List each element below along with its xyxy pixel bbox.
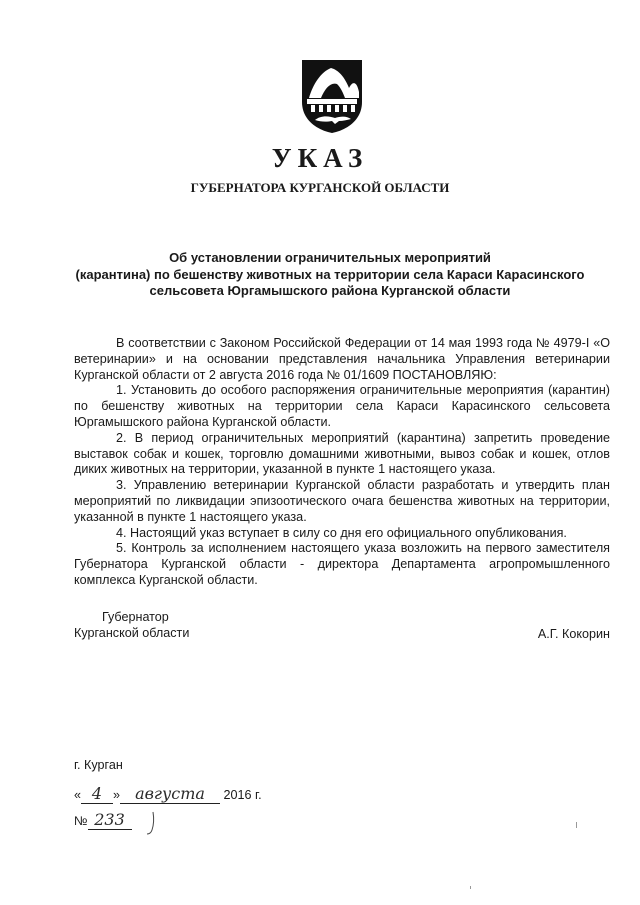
date-day-field [81,786,113,804]
pen-stroke-icon [144,810,158,836]
date-month-field [120,786,220,804]
handwritten-number: 233 [94,810,125,829]
quote-open: « [74,788,82,802]
date-year: 2016 г. [223,788,262,802]
signatory-position [74,609,189,641]
subject-line: Об установлении ограничительных мероприятий [169,250,491,265]
subject-line: (карантина) по бешенству животных на территории села Караси Карасинского [75,266,585,282]
issue-date [74,786,262,808]
handwritten-day: 4 [91,784,103,803]
clause-paragraph: 2. В период ограничительных мероприятий (карантина) запретить проведение выставок собак и кошек, торговлю домашними животными, вывоз собак и кошек, отлов диких животных на территории, указанной в пункте 1 настоящего указа. [74,430,610,477]
position-line: Курганской области [74,626,190,640]
decree-title: УКАЗ [271,143,369,173]
clause-paragraph: 4. Настоящий указ вступает в силу со дня его официального опубликования. [116,525,567,540]
scan-speck [576,822,577,828]
issue-place: г. Курган [74,758,123,772]
clause-paragraph: 3. Управлению ветеринарии Курганской области разработать и утвердить план мероприятий по ликвидации эпизоотического очага бешенства животных на территории, указанной в пункте 1 настоящего указа. [74,478,610,524]
decree-number-field [88,812,132,830]
coat-of-arms-icon [299,58,365,134]
number-sign: № [74,814,88,828]
preamble-paragraph: В соответствии с Законом Российской Федерации от 14 мая 1993 года № 4979-I «О ветеринарии» и на основании представления начальника Управления ветеринарии Курганской области от 2 августа 2016 года № 01/1609 ПОСТАНОВЛЯЮ: [74,336,610,382]
clause-paragraph: 1. Установить до особого распоряжения ограничительные мероприятия (карантин) по бешенству животных на территории села Караси Карасинского сельсовета Юргамышского района Курганской области. [74,383,610,429]
handwritten-month: августа [135,784,205,803]
clause-paragraph: 5. Контроль за исполнением настоящего указа возложить на первого заместителя Губернатора Курганской области - директора Департамента агропромышленного комплекса Курганской области. [74,541,610,587]
decree-subject [60,250,600,300]
signatory-name: А.Г. Кокорин [537,627,610,641]
decree-number [74,812,132,830]
subject-line: сельсовета Юргамышского района Курганской области [149,283,511,298]
quote-close: » [113,788,121,802]
issuer-line: ГУБЕРНАТОРА КУРГАНСКОЙ ОБЛАСТИ [190,180,450,195]
scan-speck [470,886,471,889]
position-line: Губернатор [102,610,169,624]
decree-body [74,336,610,589]
